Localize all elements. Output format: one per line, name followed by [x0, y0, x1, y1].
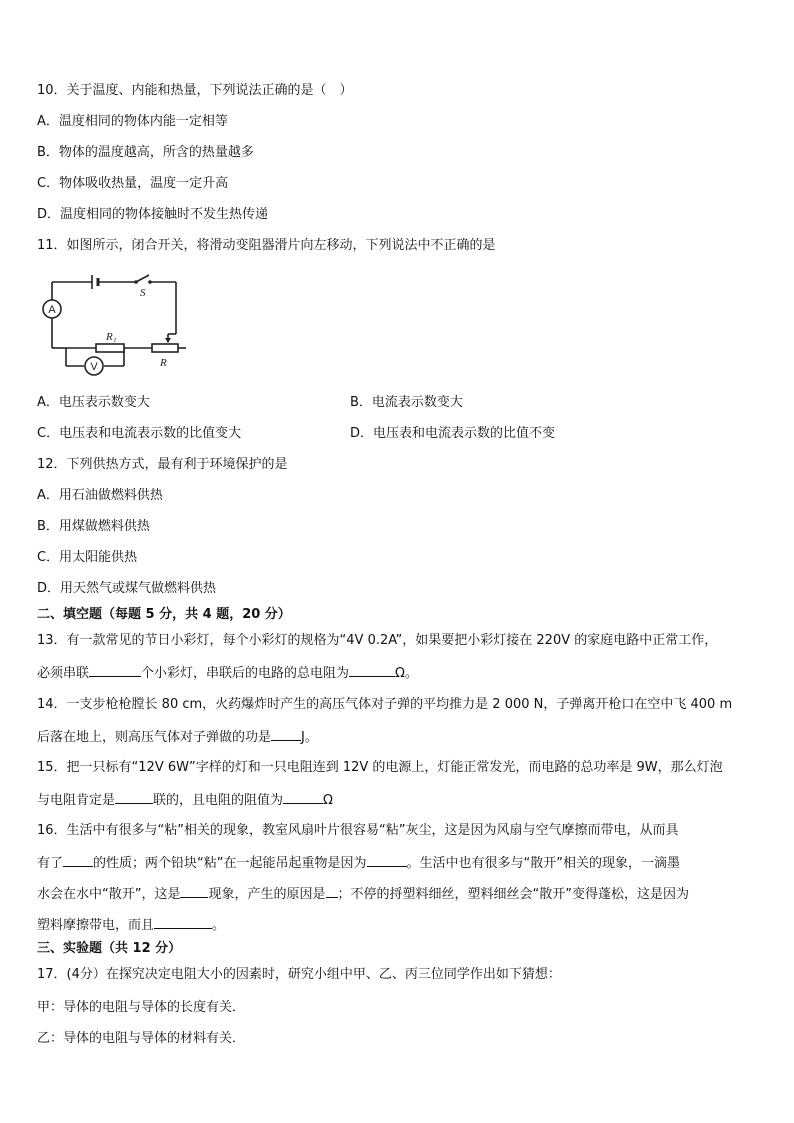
circuit-diagram: [40, 270, 190, 382]
q15-line-2: [37, 790, 758, 810]
q13-blank-2[interactable]: [349, 663, 395, 677]
q11-option-a: A．电压表示数变大: [37, 395, 150, 410]
q13-text-a: 必须串联: [37, 666, 90, 681]
switch-label: S: [140, 287, 146, 299]
q11-option-b: B．电流表示数变大: [350, 395, 463, 410]
q16-text-g: 塑料摩擦带电，而且: [37, 918, 155, 933]
q12-option-b: B．用煤做燃料供热: [37, 519, 150, 534]
q16-blank-5[interactable]: [154, 915, 212, 929]
q16-line-4: [37, 915, 758, 935]
q15-text-c: Ω: [323, 793, 333, 808]
q16-line-3: [37, 884, 758, 904]
q12-option-d: D．用天然气或煤气做燃料供热: [37, 581, 217, 596]
q11-stem: 11．如图所示，闭合开关，将滑动变阻器滑片向左移动，下列说法中不正确的是: [37, 238, 496, 253]
q16-text-a: 有了: [37, 856, 64, 871]
q16-blank-1[interactable]: [63, 853, 93, 867]
q13-line-1: 13．有一款常见的节日小彩灯，每个小彩灯的规格为“4V 0.2A”，如果要把小彩灯接在 220V 的家庭电路中正常工作，: [37, 633, 718, 648]
section-2-title: 二、填空题（每题 5 分，共 4 题，20 分）: [37, 607, 291, 622]
q17-stem: 17．(4分）在探究决定电阻大小的因素时，研究小组中甲、乙、丙三位同学作出如下猜想：: [37, 967, 561, 982]
rheostat-label: R: [160, 357, 167, 369]
q10-option-b: B．物体的温度越高，所含的热量越多: [37, 145, 254, 160]
q16-line-1: 16．生活中有很多与“粘”相关的现象，教室风扇叶片很容易“粘”灰尘，这是因为风扇与空气摩擦而带电，从而具: [37, 823, 679, 838]
q11-options-row1: [37, 394, 758, 412]
q14-line-2: [37, 727, 758, 747]
q13-text-b: 个小彩灯，串联后的电路的总电阻为: [141, 666, 350, 681]
q10-stem: 10．关于温度、内能和热量，下列说法正确的是（ ）: [37, 83, 353, 98]
q16-blank-2[interactable]: [367, 853, 407, 867]
voltmeter-symbol: [85, 357, 103, 375]
q15-blank-1[interactable]: [115, 790, 153, 804]
q16-line-2: [37, 853, 758, 873]
q16-text-b: 的性质；两个铅块“粘”在一起能吊起重物是因为: [93, 856, 367, 871]
resistor-r1-symbol: [96, 331, 124, 352]
q14-line-1: 14．一支步枪枪膛长 80 cm，火药爆炸时产生的高压气体对子弹的平均推力是 2 000 N，子弹离开枪口在空中飞 400 m: [37, 697, 733, 712]
q17-guess-2: 乙：导体的电阻与导体的材料有关．: [37, 1031, 246, 1046]
q12-option-c: C．用太阳能供热: [37, 550, 138, 565]
q12-option-a: A．用石油做燃料供热: [37, 488, 163, 503]
voltmeter-label: V: [90, 361, 98, 373]
q16-text-e: 现象，产生的原因是: [208, 887, 326, 902]
q16-blank-3[interactable]: [180, 884, 208, 898]
q15-line-1: 15．把一只标有“12V 6W”字样的灯和一只电阻连到 12V 的电源上，灯能正常发光，而电路的总功率是 9W，那么灯泡: [37, 760, 723, 775]
q16-text-f: ；不停的捋塑料细丝，塑料细丝会“散开”变得蓬松，这是因为: [337, 887, 689, 902]
q15-text-b: 联的，且电阻的阻值为: [153, 793, 284, 808]
q13-text-c: Ω。: [395, 666, 418, 681]
q11-options-row2: [37, 425, 758, 443]
resistor-r1-label: R₁: [106, 331, 117, 343]
switch-symbol: [134, 275, 152, 299]
q13-blank-1[interactable]: [89, 663, 141, 677]
q16-text-d: 水会在水中“散开”，这是: [37, 887, 181, 902]
q10-option-a: A．温度相同的物体内能一定相等: [37, 114, 228, 129]
rheostat-symbol: [152, 338, 178, 369]
q15-text-a: 与电阻肯定是: [37, 793, 116, 808]
q15-blank-2[interactable]: [283, 790, 323, 804]
q14-text-b: J。: [301, 730, 318, 745]
q16-text-h: 。: [212, 918, 226, 933]
q10-option-d: D．温度相同的物体接触时不发生热传递: [37, 207, 269, 222]
q11-option-c: C．电压表和电流表示数的比值变大: [37, 426, 242, 441]
q13-line-2: [37, 663, 758, 683]
section-3-title: 三、实验题（共 12 分）: [37, 941, 182, 956]
ammeter-label: A: [48, 304, 56, 316]
q10-option-c: C．物体吸收热量，温度一定升高: [37, 176, 229, 191]
q14-text-a: 后落在地上，则高压气体对子弹做的功是: [37, 730, 272, 745]
q12-stem: 12．下列供热方式，最有利于环境保护的是: [37, 457, 288, 472]
q14-blank-1[interactable]: [271, 727, 301, 741]
ammeter-symbol: [43, 300, 61, 318]
q16-text-c: 。生活中也有很多与“散开”相关的现象，一滴墨: [406, 856, 680, 871]
q17-guess-1: 甲：导体的电阻与导体的长度有关．: [37, 1000, 246, 1015]
q11-option-d: D．电压表和电流表示数的比值不变: [350, 426, 556, 441]
q16-blank-4[interactable]: [326, 884, 338, 898]
battery-symbol: [92, 275, 98, 289]
